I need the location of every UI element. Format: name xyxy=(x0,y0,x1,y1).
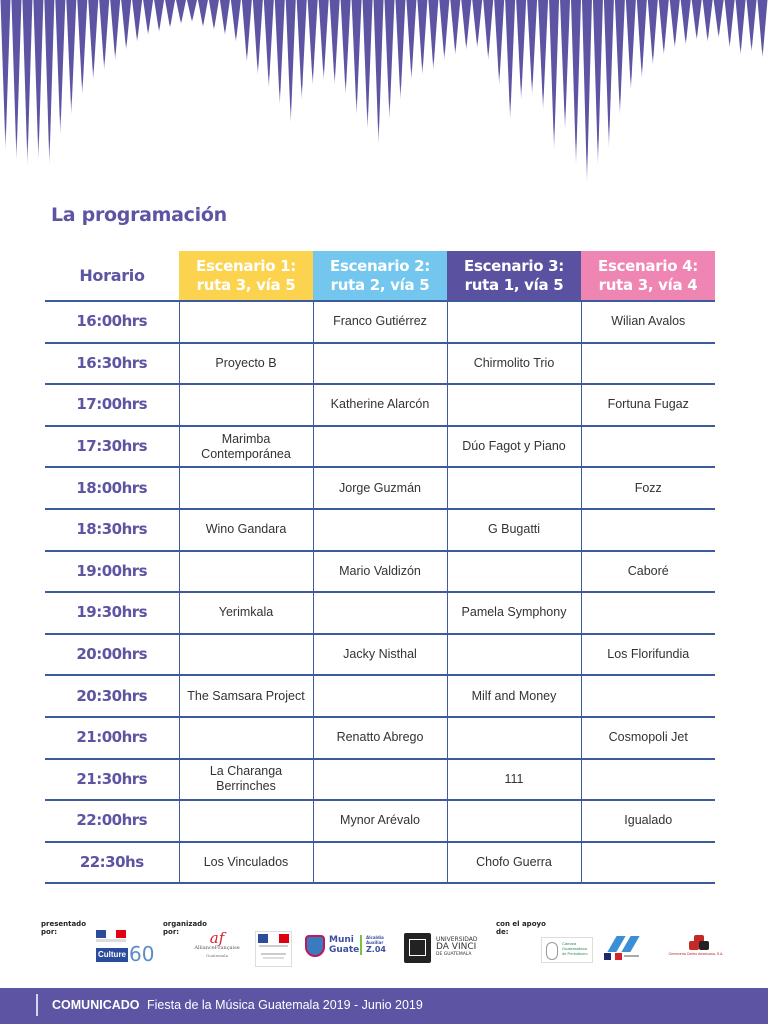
spike-shape xyxy=(538,0,548,110)
stage-4-cell xyxy=(581,343,715,385)
republique-francaise-logo xyxy=(96,930,126,942)
stage-2-cell: Jorge Guzmán xyxy=(313,467,447,509)
stripes-logo xyxy=(604,936,644,962)
spike-shape xyxy=(55,0,65,135)
spike-shape xyxy=(352,0,362,115)
spike-shape xyxy=(560,0,570,130)
spike-shape xyxy=(165,0,175,28)
camara-line1: Cámara xyxy=(562,941,577,946)
time-cell: 16:00hrs xyxy=(45,301,179,343)
embajada-francia-logo xyxy=(255,931,292,967)
stage-1-cell: Proyecto B xyxy=(179,343,313,385)
stage-1-cell xyxy=(179,467,313,509)
culture-logo: Culture xyxy=(96,948,128,962)
stage-2-cell xyxy=(313,426,447,468)
spike-shape xyxy=(494,0,504,85)
footer-divider xyxy=(36,994,38,1016)
stage-2-cell: Mario Valdizón xyxy=(313,551,447,593)
stage-2-cell xyxy=(313,842,447,884)
stage-1-cell: La Charanga Berrinches xyxy=(179,759,313,801)
spike-shape xyxy=(99,0,109,70)
stage-4-cell xyxy=(581,509,715,551)
stage-2-cell xyxy=(313,675,447,717)
time-cell: 16:30hrs xyxy=(45,343,179,385)
table-row xyxy=(45,301,715,343)
time-cell: 22:00hrs xyxy=(45,800,179,842)
stage-1-cell: Marimba Contemporánea xyxy=(179,426,313,468)
spike-shape xyxy=(176,0,186,24)
stage-3-cell xyxy=(447,467,581,509)
time-cell: 18:00hrs xyxy=(45,467,179,509)
spike-shape xyxy=(275,0,285,105)
time-cell: 19:30hrs xyxy=(45,592,179,634)
spike-shape xyxy=(198,0,208,27)
spike-shape xyxy=(439,0,449,60)
presented-by-label: presentado por: xyxy=(41,920,86,936)
spike-shape xyxy=(758,0,768,58)
cerveceria-logo xyxy=(669,935,729,957)
sixty-anniversary-logo: 60 xyxy=(129,942,155,966)
spike-shape xyxy=(220,0,230,35)
table-row xyxy=(45,384,715,426)
spike-shape xyxy=(242,0,252,62)
stage-3-cell xyxy=(447,800,581,842)
da-vinci-logo xyxy=(436,936,478,958)
organized-by-label: organizado por: xyxy=(163,920,207,936)
support-label: con el apoyo de: xyxy=(496,920,546,936)
time-cell: 20:00hrs xyxy=(45,634,179,676)
time-cell: 17:30hrs xyxy=(45,426,179,468)
stage-1-cell: Wino Gandara xyxy=(179,509,313,551)
stage-3-cell xyxy=(447,551,581,593)
footer-event: Fiesta de la Música Guatemala 2019 - Junio 2019 xyxy=(146,998,423,1012)
footer-text xyxy=(52,998,423,1012)
spike-shape xyxy=(297,0,307,100)
header-stage-route: ruta 3, vía 5 xyxy=(196,275,296,294)
alliance-af-mark: af xyxy=(209,929,225,947)
stage-1-cell xyxy=(179,717,313,759)
spike-shape xyxy=(231,0,241,42)
table-header-row xyxy=(45,251,715,301)
header-stage-name: Escenario 1: xyxy=(196,256,296,275)
table-row xyxy=(45,717,715,759)
camara-periodismo-logo xyxy=(541,937,593,963)
table-row xyxy=(45,343,715,385)
spike-shape xyxy=(77,0,87,95)
spike-shape xyxy=(472,0,482,48)
spike-shape xyxy=(363,0,373,130)
spike-shape xyxy=(395,0,405,100)
sponsors-strip xyxy=(0,915,768,975)
spike-shape xyxy=(319,0,329,80)
page-title: La programación xyxy=(51,204,227,226)
spike-shape xyxy=(637,0,647,78)
spike-shape xyxy=(428,0,438,70)
time-cell: 19:00hrs xyxy=(45,551,179,593)
davinci-line3: DE GUATEMALA xyxy=(436,952,472,957)
stage-1-cell: The Samsara Project xyxy=(179,675,313,717)
time-cell: 20:30hrs xyxy=(45,675,179,717)
stage-4-cell xyxy=(581,592,715,634)
alcaldia-label: Alcaldía Auxiliar xyxy=(366,935,384,945)
decorative-spikes-banner xyxy=(0,0,768,190)
time-cell: 22:30hs xyxy=(45,842,179,884)
header-stage-name: Escenario 2: xyxy=(330,256,430,275)
stage-3-cell: Chofo Guerra xyxy=(447,842,581,884)
spike-shape xyxy=(461,0,471,50)
spike-shape xyxy=(1,0,11,150)
spike-shape xyxy=(417,0,427,75)
table-row xyxy=(45,634,715,676)
table-row xyxy=(45,426,715,468)
spike-shape xyxy=(406,0,416,80)
stage-4-cell: Caboré xyxy=(581,551,715,593)
stage-4-cell: Cosmopoli Jet xyxy=(581,717,715,759)
muni-line1: Muni xyxy=(329,935,354,945)
header-escenario-4 xyxy=(581,251,715,301)
stage-1-cell xyxy=(179,384,313,426)
table-row xyxy=(45,551,715,593)
muni-guate-logo xyxy=(329,935,359,955)
table-row xyxy=(45,759,715,801)
stage-1-cell xyxy=(179,634,313,676)
stage-3-cell xyxy=(447,301,581,343)
stage-1-cell xyxy=(179,551,313,593)
spike-shape xyxy=(187,0,197,22)
spike-shape xyxy=(483,0,493,60)
stage-4-cell xyxy=(581,426,715,468)
header-horario: Horario xyxy=(45,251,179,301)
spike-shape xyxy=(604,0,614,148)
stage-3-cell: Pamela Symphony xyxy=(447,592,581,634)
spike-shape xyxy=(264,0,274,88)
cerveceria-name: Cervecería Centro Americana, S.A. xyxy=(668,952,724,956)
table-row xyxy=(45,509,715,551)
spike-shape xyxy=(736,0,746,55)
stage-3-cell xyxy=(447,384,581,426)
header-escenario-1 xyxy=(179,251,313,301)
spike-shape xyxy=(132,0,142,42)
header-escenario-3 xyxy=(447,251,581,301)
spike-shape xyxy=(88,0,98,80)
spike-shape xyxy=(209,0,219,30)
stage-4-cell: Fortuna Fugaz xyxy=(581,384,715,426)
stage-2-cell: Franco Gutiérrez xyxy=(313,301,447,343)
spike-shape xyxy=(747,0,757,52)
stage-3-cell xyxy=(447,634,581,676)
stage-3-cell: G Bugatti xyxy=(447,509,581,551)
stage-4-cell xyxy=(581,675,715,717)
stage-4-cell: Los Florifundia xyxy=(581,634,715,676)
stage-3-cell xyxy=(447,717,581,759)
alcaldia-zone: Z.04 xyxy=(366,945,386,954)
stage-2-cell xyxy=(313,509,447,551)
header-stage-name: Escenario 4: xyxy=(598,256,698,275)
spike-shape xyxy=(692,0,702,40)
schedule-table xyxy=(45,251,715,884)
footer-bar xyxy=(0,988,768,1024)
da-vinci-shield-icon xyxy=(404,933,431,963)
spike-shape xyxy=(549,0,559,150)
spike-shape xyxy=(286,0,296,123)
stage-3-cell: 111 xyxy=(447,759,581,801)
stage-4-cell xyxy=(581,759,715,801)
spike-shape xyxy=(626,0,636,90)
spike-shape xyxy=(582,0,592,183)
stage-2-cell: Jacky Nisthal xyxy=(313,634,447,676)
spike-shape xyxy=(659,0,669,55)
header-escenario-2 xyxy=(313,251,447,301)
spike-shape xyxy=(341,0,351,95)
muni-guate-shield-icon xyxy=(305,935,325,957)
spike-shape xyxy=(648,0,658,65)
header-stage-name: Escenario 3: xyxy=(464,256,564,275)
spike-shape xyxy=(154,0,164,32)
spike-shape xyxy=(703,0,713,42)
stage-4-cell: Wilian Avalos xyxy=(581,301,715,343)
spike-shape xyxy=(571,0,581,165)
stage-2-cell xyxy=(313,759,447,801)
davinci-line1: UNIVERSIDAD xyxy=(436,936,478,943)
header-stage-route: ruta 2, vía 5 xyxy=(330,275,430,294)
time-cell: 21:30hrs xyxy=(45,759,179,801)
alcaldia-auxiliar-logo xyxy=(366,935,390,955)
muni-line2: Guate xyxy=(329,945,360,955)
stage-3-cell: Milf and Money xyxy=(447,675,581,717)
spike-shape xyxy=(253,0,263,75)
spike-shape xyxy=(505,0,515,120)
stage-2-cell: Mynor Arévalo xyxy=(313,800,447,842)
table-row xyxy=(45,675,715,717)
spike-shape xyxy=(374,0,384,145)
spike-shape xyxy=(593,0,603,165)
alliance-francaise-logo xyxy=(192,931,242,959)
alliance-city: Guatemala xyxy=(206,953,228,958)
spike-shape xyxy=(385,0,395,120)
time-cell: 21:00hrs xyxy=(45,717,179,759)
time-cell: 18:30hrs xyxy=(45,509,179,551)
camara-line3: de Periodismo xyxy=(562,951,588,956)
stage-2-cell: Renatto Abrego xyxy=(313,717,447,759)
spike-shape xyxy=(143,0,153,35)
stage-3-cell: Chirmolito Trio xyxy=(447,343,581,385)
header-stage-route: ruta 1, vía 5 xyxy=(464,275,564,294)
stage-1-cell xyxy=(179,301,313,343)
stage-2-cell xyxy=(313,592,447,634)
stage-4-cell xyxy=(581,842,715,884)
spike-shape xyxy=(33,0,43,160)
spike-shape xyxy=(121,0,131,50)
table-row xyxy=(45,800,715,842)
stage-2-cell xyxy=(313,343,447,385)
spike-shape xyxy=(66,0,76,115)
spike-shape xyxy=(516,0,526,100)
stage-1-cell xyxy=(179,800,313,842)
stage-4-cell: Igualado xyxy=(581,800,715,842)
spike-shape xyxy=(330,0,340,85)
spike-shape xyxy=(725,0,735,48)
alliance-name: AllianceFrançaise xyxy=(194,945,240,951)
stage-2-cell: Katherine Alarcón xyxy=(313,384,447,426)
stage-3-cell: Dúo Fagot y Piano xyxy=(447,426,581,468)
stage-4-cell: Fozz xyxy=(581,467,715,509)
spike-shape xyxy=(450,0,460,55)
spike-shape xyxy=(681,0,691,45)
davinci-line2: DA VINCI xyxy=(436,942,477,952)
table-row xyxy=(45,592,715,634)
camara-line2: Guatemalteca xyxy=(562,946,587,951)
muni-divider xyxy=(360,935,362,955)
spike-shape xyxy=(110,0,120,60)
spike-shape xyxy=(11,0,21,160)
spike-shape xyxy=(714,0,724,38)
footer-label: COMUNICADO xyxy=(52,998,140,1012)
time-cell: 17:00hrs xyxy=(45,384,179,426)
spike-shape xyxy=(308,0,318,85)
spike-shape xyxy=(44,0,54,165)
spike-shape xyxy=(670,0,680,48)
spike-shape xyxy=(22,0,32,165)
table-row xyxy=(45,842,715,884)
stage-1-cell: Yerimkala xyxy=(179,592,313,634)
spike-shape xyxy=(615,0,625,115)
spike-shape xyxy=(527,0,537,95)
header-stage-route: ruta 3, vía 4 xyxy=(598,275,698,294)
table-row xyxy=(45,467,715,509)
stage-1-cell: Los Vinculados xyxy=(179,842,313,884)
